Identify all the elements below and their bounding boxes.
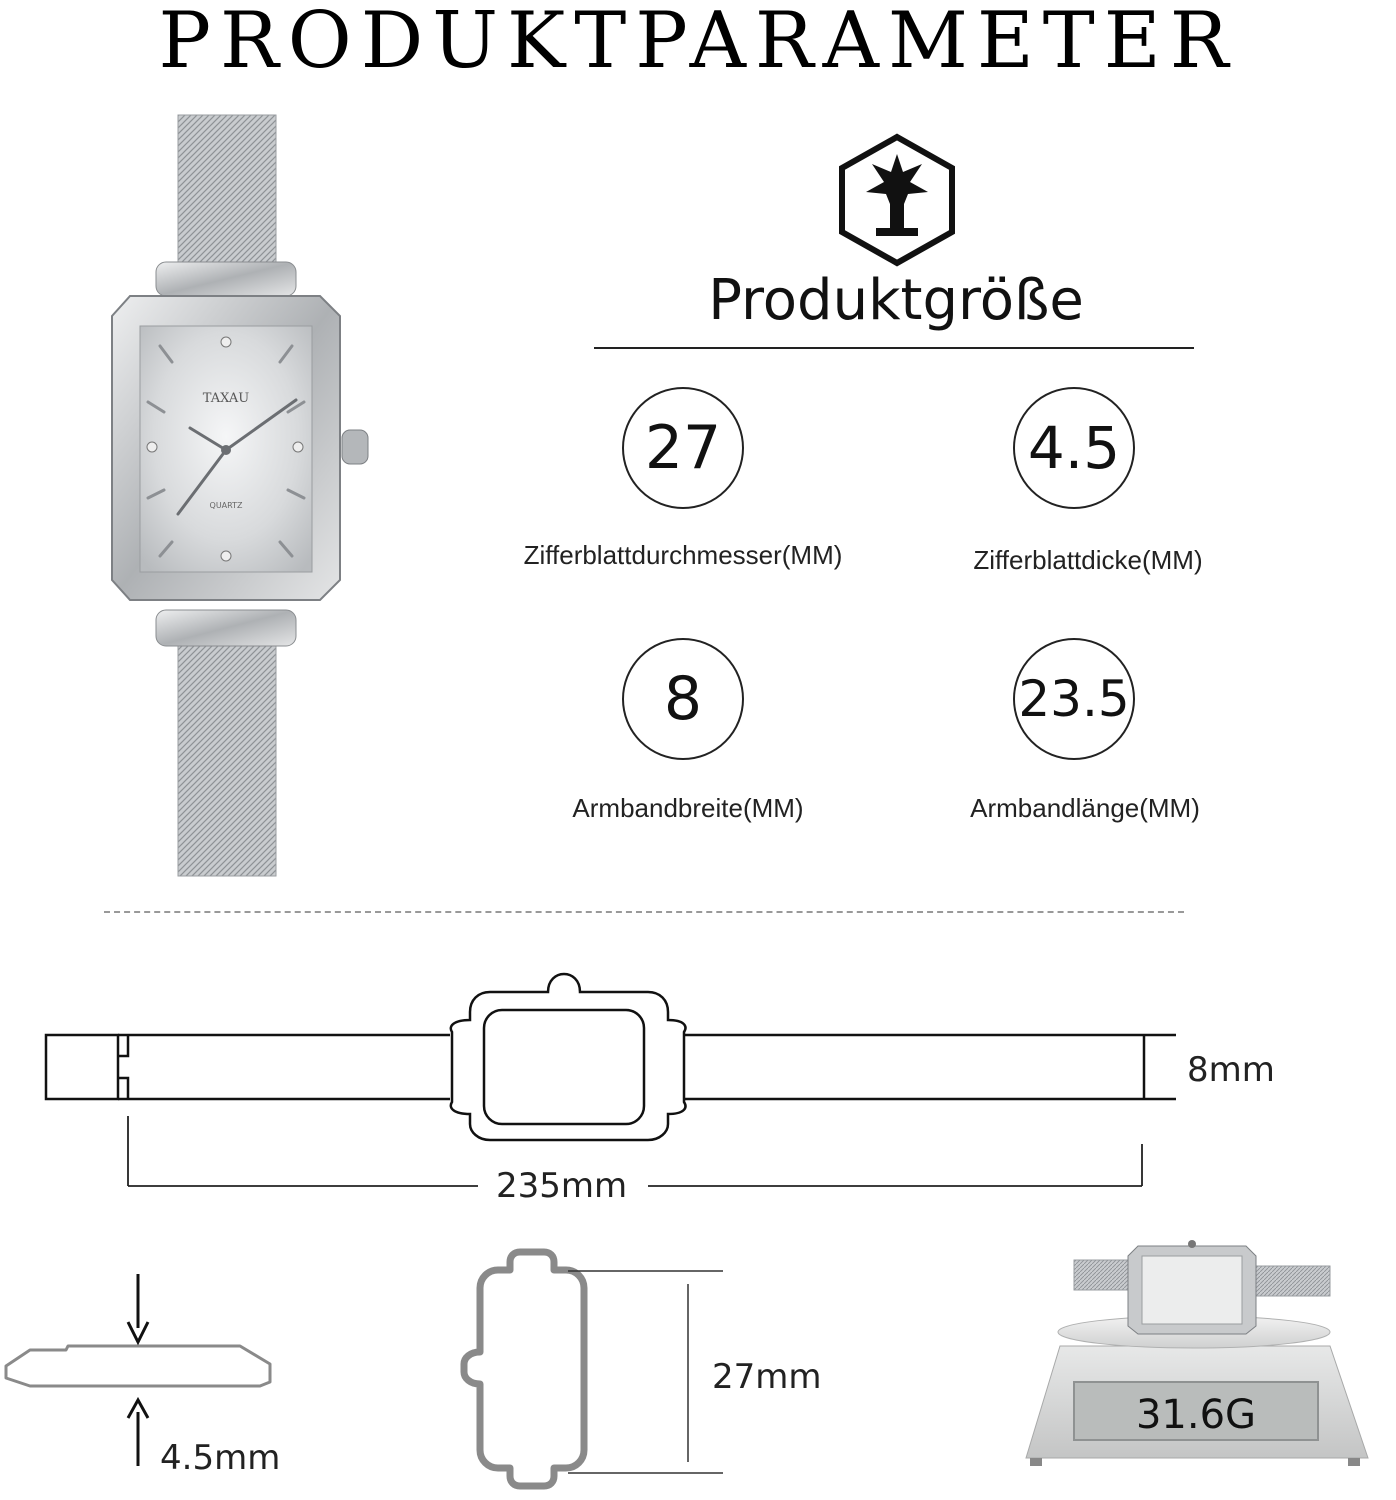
spec-label-dial-thickness: Zifferblattdicke(MM) (973, 545, 1203, 575)
brand-hexagon-icon (838, 134, 956, 266)
spec-label-strap-length: Armbandlänge(MM) (970, 793, 1200, 823)
dial-height-label: 27mm (712, 1357, 822, 1397)
watch-brand-text: TAXAU (202, 391, 250, 406)
dial-height-diagram (450, 1240, 750, 1490)
spec-value-strap-width: 8 (622, 638, 744, 760)
strap-width-label: 8mm (1187, 1050, 1275, 1090)
spec-label-dial-diameter: Zifferblattdurchmesser(MM) (523, 540, 843, 570)
section-title: Produktgröße (708, 268, 1084, 333)
arrow-down-icon (128, 1274, 148, 1342)
thickness-label: 4.5mm (160, 1438, 281, 1478)
scale-weight-readout: 31.6G (1135, 1392, 1257, 1438)
scale-image (1000, 1236, 1390, 1476)
page-title: PRODUKTPARAMETER (158, 0, 1238, 86)
spec-value-strap-length: 23.5 (1013, 638, 1135, 760)
spec-value-dial-diameter: 27 (622, 387, 744, 509)
watch-dial-text: QUARTZ (209, 501, 243, 510)
spec-value-dial-thickness: 4.5 (1013, 387, 1135, 509)
total-length-label: 235mm (496, 1166, 628, 1206)
section-divider (594, 347, 1194, 349)
dashed-separator (104, 911, 1184, 913)
spec-label-strap-width: Armbandbreite(MM) (572, 793, 804, 823)
arrow-up-icon (128, 1400, 148, 1466)
watch-image (100, 110, 390, 890)
